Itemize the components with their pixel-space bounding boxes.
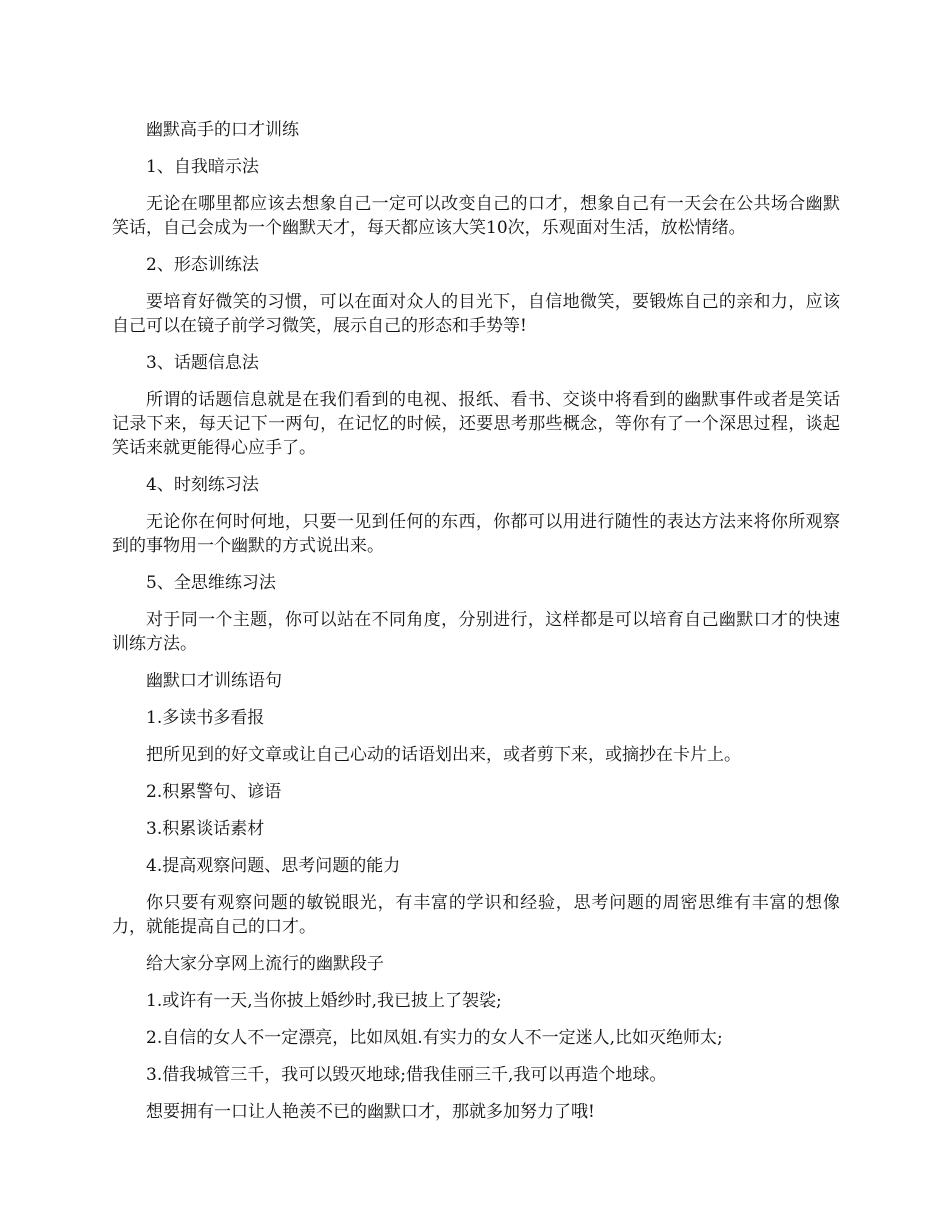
section-heading: 5、全思维练习法 [146, 573, 276, 593]
list-item: 2.自信的女人不一定漂亮，比如凤姐.有实力的女人不一定迷人,比如灭绝师太; [146, 1028, 723, 1048]
body-paragraph: 你只要有观察问题的敏锐眼光，有丰富的学识和经验，思考问题的周密思维有丰富的想像力，就能提高自己的口才。 [112, 893, 840, 937]
body-paragraph: 无论你在何时何地，只要一见到任何的东西，你都可以用进行随性的表达方法来将你所观察到的事物用一个幽默的方式说出来。 [112, 512, 840, 556]
body-paragraph: 要培育好微笑的习惯，可以在面对众人的目光下，自信地微笑，要锻炼自己的亲和力，应该自己可以在镜子前学习微笑，展示自己的形态和手势等! [112, 292, 840, 336]
section-heading: 3、话题信息法 [146, 353, 259, 373]
body-paragraph: 无论在哪里都应该去想象自己一定可以改变自己的口才，想象自己有一天会在公共场合幽默笑话，自己会成为一个幽默天才，每天都应该大笑10次，乐观面对生活，放松情绪。 [112, 194, 840, 238]
section-heading: 给大家分享网上流行的幽默段子 [146, 954, 384, 974]
body-paragraph: 所谓的话题信息就是在我们看到的电视、报纸、看书、交谈中将看到的幽默事件或者是笑话记录下来，每天记下一两句，在记忆的时候，还要思考那些概念，等你有了一个深思过程，谈起笑话来就更能得心应手了。 [112, 390, 840, 458]
list-item: 4.提高观察问题、思考问题的能力 [146, 856, 401, 876]
list-item: 2.积累警句、谚语 [146, 782, 282, 802]
list-item: 3.积累谈话素材 [146, 819, 265, 839]
document-page [112, 118, 840, 1137]
list-item: 1.多读书多看报 [146, 708, 265, 728]
body-paragraph: 把所见到的好文章或让自己心动的话语划出来，或者剪下来，或摘抄在卡片上。 [146, 745, 741, 765]
list-item: 1.或许有一天,当你披上婚纱时,我已披上了袈裟; [146, 991, 502, 1011]
closing-paragraph: 想要拥有一口让人艳羡不已的幽默口才，那就多加努力了哦! [146, 1102, 595, 1122]
list-item: 3.借我城管三千，我可以毁灭地球;借我佳丽三千,我可以再造个地球。 [146, 1065, 667, 1085]
section-heading: 幽默口才训练语句 [146, 671, 282, 691]
section-heading: 1、自我暗示法 [146, 157, 259, 177]
section-heading: 4、时刻练习法 [146, 475, 259, 495]
section-heading: 2、形态训练法 [146, 255, 259, 275]
document-title: 幽默高手的口才训练 [146, 120, 299, 140]
body-paragraph: 对于同一个主题，你可以站在不同角度，分别进行，这样都是可以培育自己幽默口才的快速训练方法。 [112, 610, 840, 654]
